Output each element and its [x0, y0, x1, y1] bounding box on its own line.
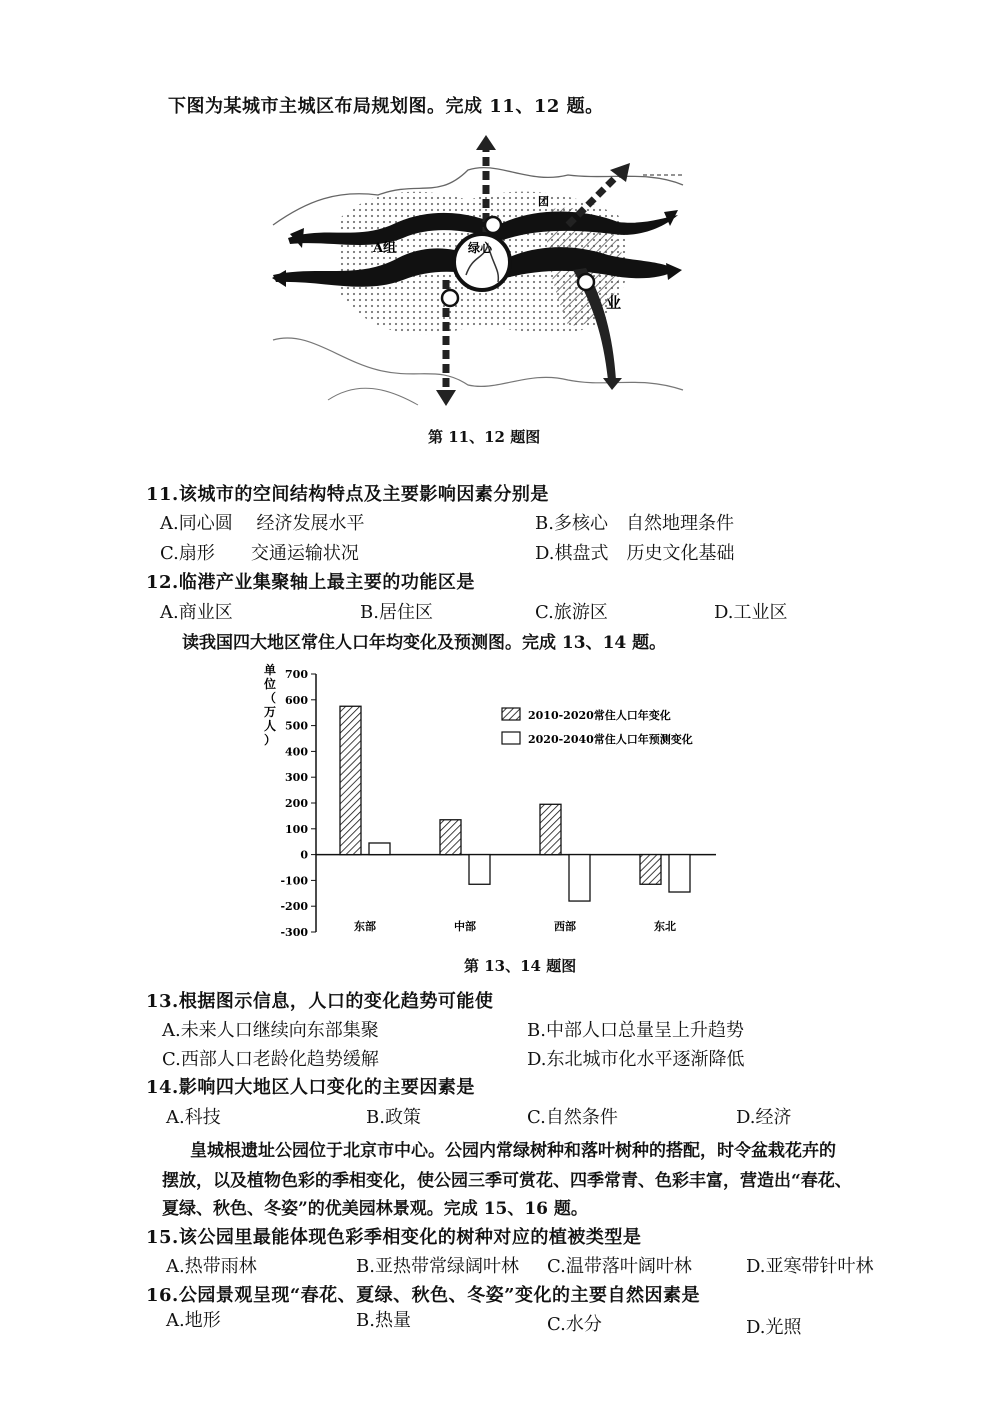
bar-2020-2040-3: [669, 855, 690, 892]
y-tick-label: 200: [285, 797, 308, 810]
q12-option-a[interactable]: A.商业区: [160, 602, 233, 623]
y-axis-ticks: [280, 668, 316, 939]
q11-option-a[interactable]: A.同心圆 经济发展水平: [160, 513, 365, 534]
legend-swatch-1: [502, 732, 520, 744]
x-category-label: 东部: [354, 920, 376, 933]
zone-label-a: A组: [373, 241, 397, 256]
q13-stem: 13.根据图示信息，人口的变化趋势可能使: [146, 991, 494, 1012]
q15-option-c[interactable]: C.温带落叶阔叶林: [547, 1256, 692, 1277]
q11-option-b[interactable]: B.多核心 自然地理条件: [535, 513, 734, 534]
y-tick-label: 0: [300, 848, 308, 862]
intro-text-q11-12: 下图为某城市主城区布局规划图。完成 11、12 题。: [168, 96, 604, 117]
zone-label-b: 团: [538, 195, 549, 208]
bar-2010-2020-0: [340, 706, 361, 854]
chart-caption: 第 13、14 题图: [464, 957, 577, 975]
x-axis-labels: [354, 919, 676, 933]
node-east: [578, 274, 594, 290]
bar-2020-2040-2: [569, 855, 590, 901]
boundary-line-south: [273, 338, 683, 390]
legend-swatch-0: [502, 708, 520, 720]
bar-2010-2020-3: [640, 855, 661, 885]
zone-label-c: 业: [606, 294, 622, 312]
q15-option-b[interactable]: B.亚热带常绿阔叶林: [356, 1256, 519, 1277]
x-category-label: 东北: [654, 920, 676, 933]
intro-text-q15-16-line1: 皇城根遗址公园位于北京市中心。公园内常绿树种和落叶树种的搭配，时令盆栽花卉的: [190, 1141, 836, 1161]
city-layout-map: [268, 130, 688, 410]
q16-option-d[interactable]: D.光照: [746, 1317, 802, 1338]
q16-stem: 16.公园景观呈现“春花、夏绿、秋色、冬姿”变化的主要自然因素是: [146, 1285, 701, 1306]
y-tick-label: 500: [285, 719, 308, 733]
intro-text-q15-16-line2: 摆放，以及植物色彩的季相变化，使公园三季可赏花、四季常青、色彩丰富，营造出“春花、: [162, 1171, 852, 1191]
q14-stem: 14.影响四大地区人口变化的主要因素是: [146, 1077, 475, 1098]
y-tick-label: -200: [280, 900, 308, 914]
y-tick-label: -300: [280, 926, 308, 939]
node-south: [442, 290, 458, 306]
y-axis-label: 单位（万人）: [264, 663, 277, 747]
legend-label-0: 2010-2020常住人口年变化: [528, 709, 671, 722]
population-bar-chart: [250, 660, 730, 945]
node-north: [485, 217, 501, 233]
arrow-east-lower: [666, 263, 682, 280]
y-tick-label: 300: [285, 771, 308, 785]
bar-2020-2040-1: [469, 855, 490, 885]
q14-option-b[interactable]: B.政策: [366, 1107, 421, 1128]
x-category-label: 西部: [554, 920, 576, 933]
q11-option-d[interactable]: D.棋盘式 历史文化基础: [535, 543, 735, 564]
q15-stem: 15.该公园里最能体现色彩季相变化的树种对应的植被类型是: [146, 1227, 642, 1248]
q15-option-d[interactable]: D.亚寒带针叶林: [746, 1256, 874, 1277]
q14-option-d[interactable]: D.经济: [736, 1107, 792, 1128]
bar-2010-2020-2: [540, 804, 561, 854]
q13-option-d[interactable]: D.东北城市化水平逐渐降低: [527, 1049, 745, 1070]
green-core-label: 绿心: [468, 241, 493, 255]
chart-legend: [502, 708, 693, 746]
intro-text-q13-14: 读我国四大地区常住人口年均变化及预测图。完成 13、14 题。: [182, 633, 667, 653]
q16-option-b[interactable]: B.热量: [356, 1310, 411, 1331]
q12-option-b[interactable]: B.居住区: [360, 602, 433, 623]
arrow-southeast: [603, 378, 622, 390]
q13-option-a[interactable]: A.未来人口继续向东部集聚: [162, 1020, 379, 1041]
q12-stem: 12.临港产业集聚轴上最主要的功能区是: [146, 572, 475, 593]
y-tick-label: 400: [285, 745, 308, 759]
y-tick-label: 100: [285, 822, 308, 836]
q13-option-b[interactable]: B.中部人口总量呈上升趋势: [527, 1020, 744, 1041]
intro-text-q15-16-line3: 夏绿、秋色、冬姿”的优美园林景观。完成 15、16 题。: [162, 1199, 588, 1219]
y-tick-label: 600: [285, 693, 308, 707]
bar-2020-2040-0: [369, 843, 390, 855]
arrow-west-lower: [272, 270, 286, 287]
q15-option-a[interactable]: A.热带雨林: [166, 1256, 257, 1277]
q13-option-c[interactable]: C.西部人口老龄化趋势缓解: [162, 1049, 379, 1070]
q16-option-a[interactable]: A.地形: [166, 1310, 221, 1331]
q14-option-a[interactable]: A.科技: [166, 1107, 221, 1128]
river-line: [328, 388, 418, 405]
arrow-north-head: [476, 135, 496, 150]
y-tick-label: 700: [285, 668, 308, 681]
y-tick-label: -100: [280, 874, 308, 888]
q11-option-c[interactable]: C.扇形 交通运输状况: [160, 543, 359, 564]
q11-stem: 11.该城市的空间结构特点及主要影响因素分别是: [146, 484, 549, 505]
q12-option-d[interactable]: D.工业区: [714, 602, 788, 623]
map-caption: 第 11、12 题图: [428, 428, 541, 446]
x-category-label: 中部: [454, 920, 476, 933]
arrow-south-head: [436, 390, 456, 406]
q14-option-c[interactable]: C.自然条件: [527, 1107, 618, 1128]
bar-2010-2020-1: [440, 820, 461, 855]
q16-option-c[interactable]: C.水分: [547, 1314, 602, 1335]
q12-option-c[interactable]: C.旅游区: [535, 602, 608, 623]
legend-label-1: 2020-2040常住人口年预测变化: [528, 733, 693, 746]
